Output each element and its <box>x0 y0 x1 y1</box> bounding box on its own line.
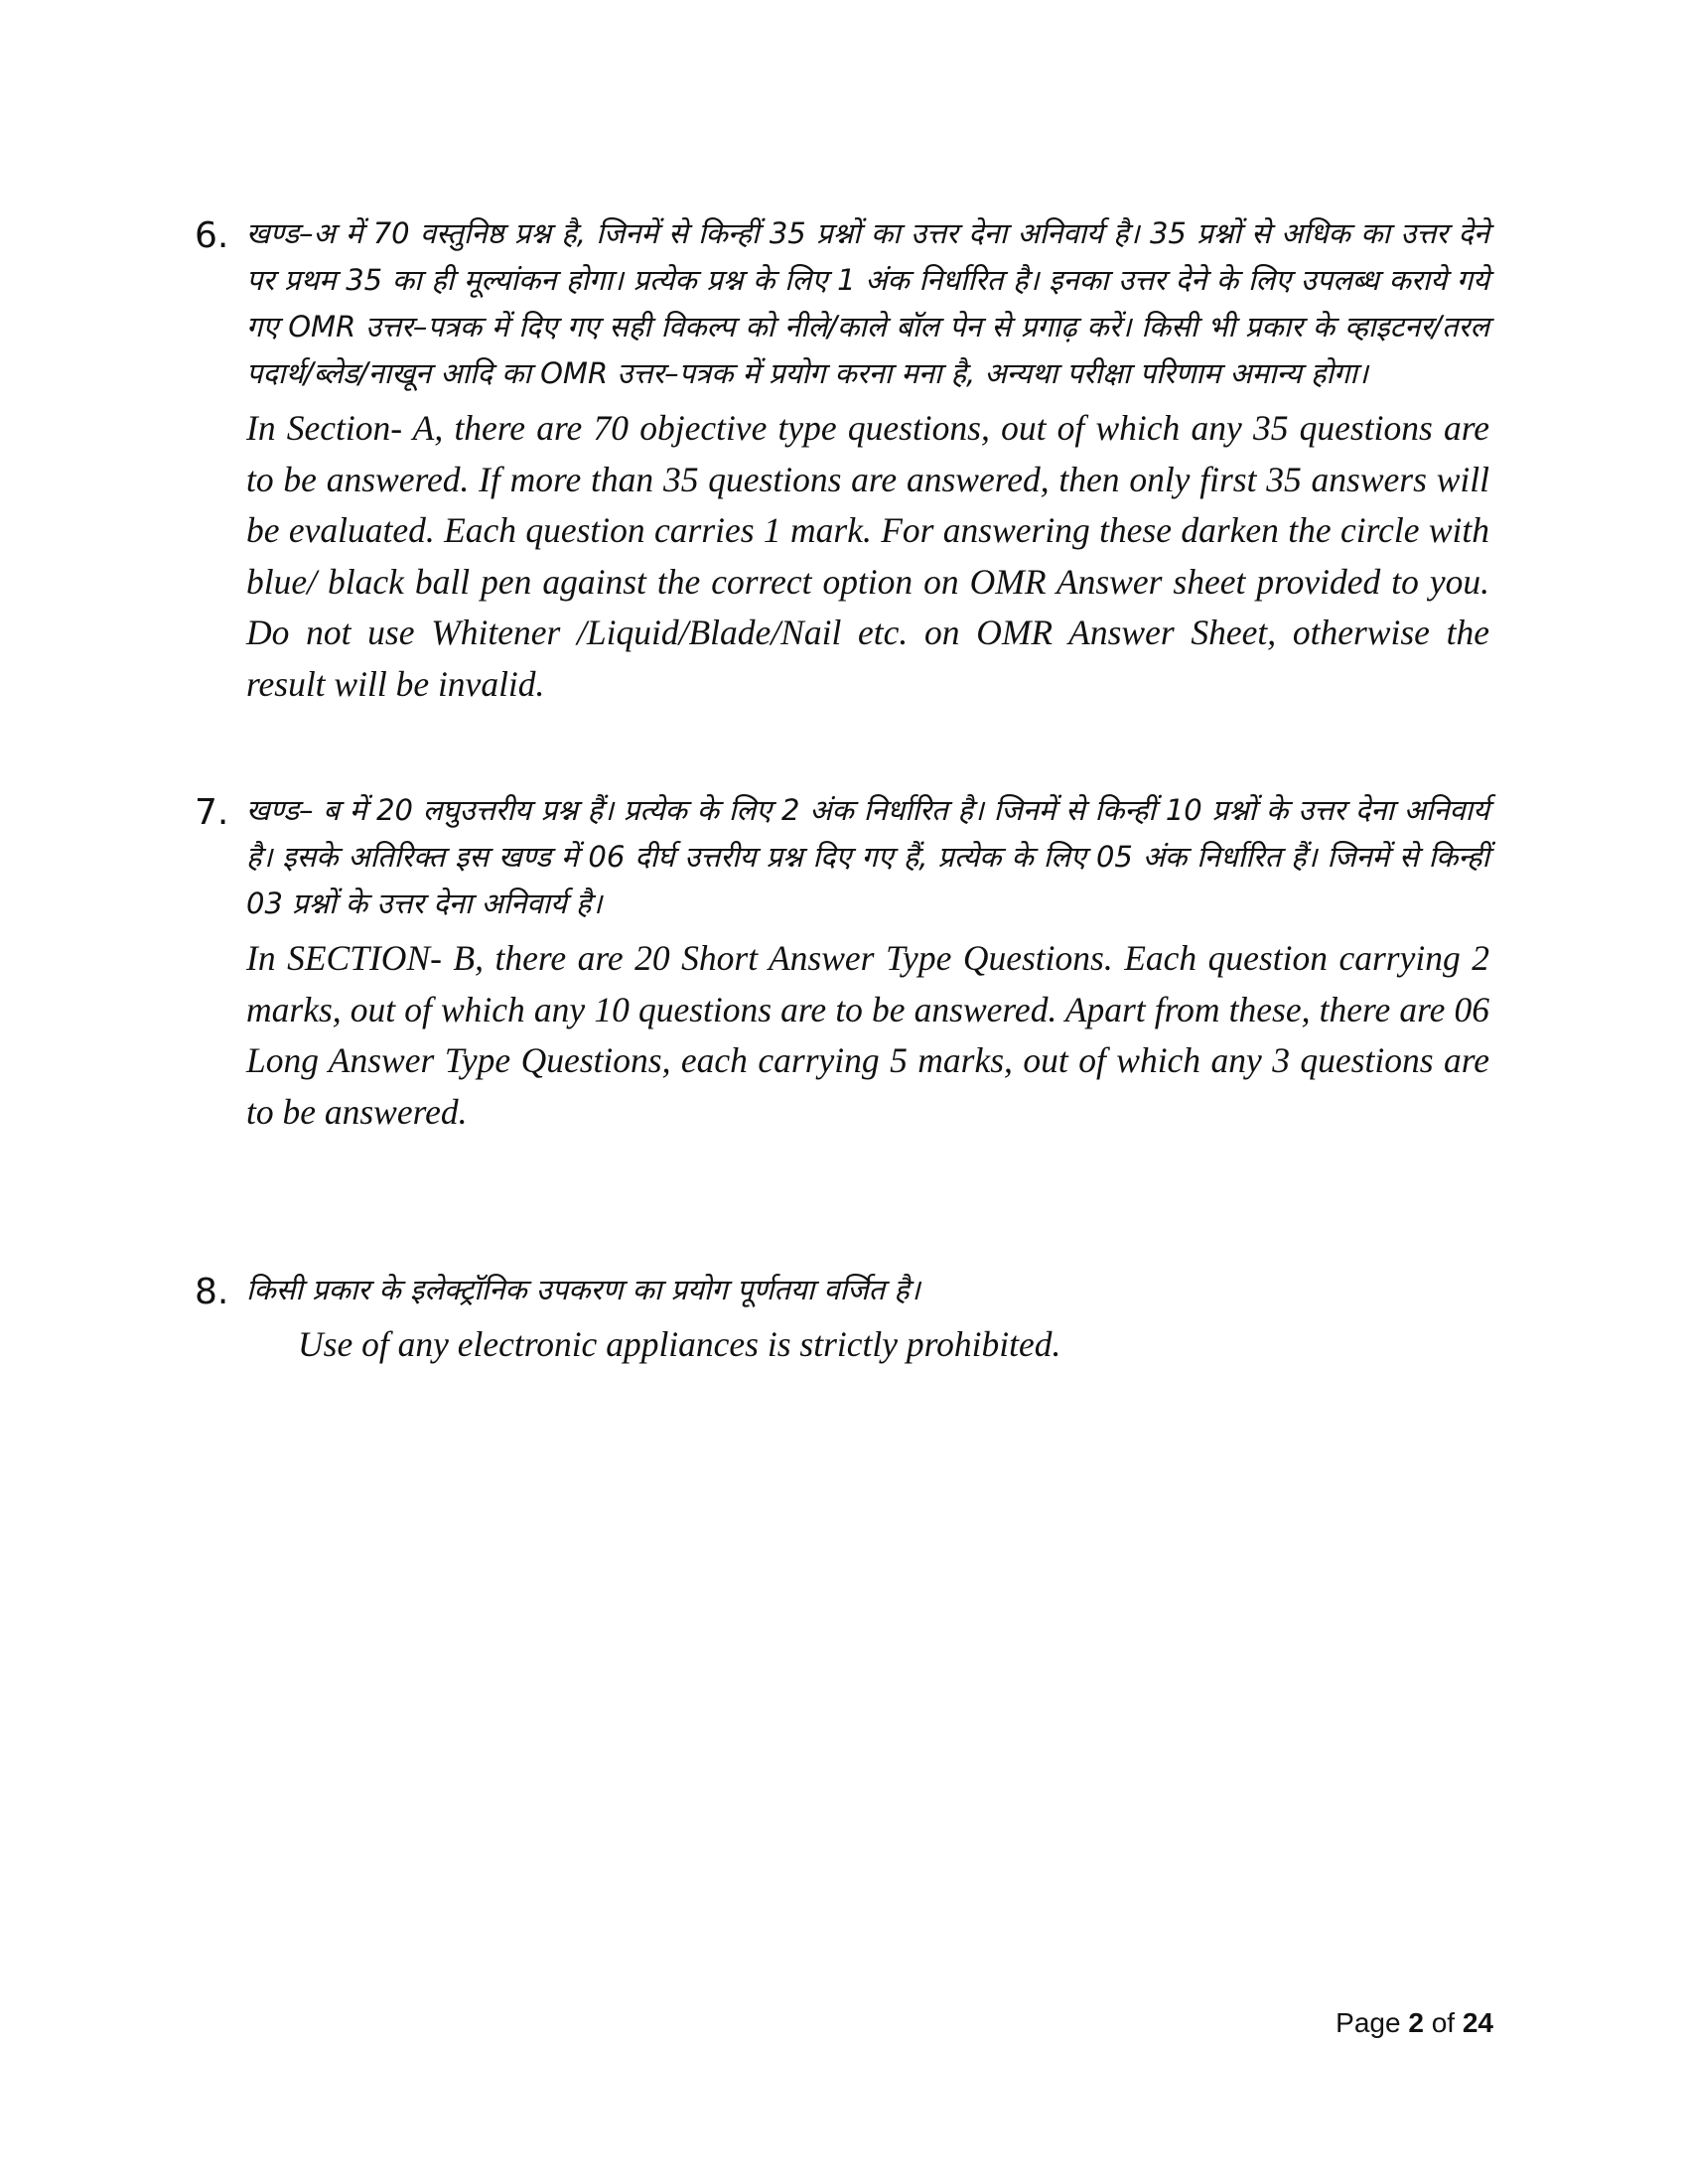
hindi-instruction: किसी प्रकार के इलेक्ट्रॉनिक उपकरण का प्रयोग पूर्णतया वर्जित है। <box>246 1273 920 1306</box>
instruction-item-6 <box>195 210 1495 710</box>
english-instruction: Use of any electronic appliances is strictly prohibited. <box>298 1324 1061 1364</box>
english-instruction: In SECTION- B, there are 20 Short Answer Type Questions. Each question carrying 2 marks, out of which any 10 questions are to be answered. Apart from these, there are 06 Long Answer Type Questions, each carrying 5 marks, out of which any 3 questions are to be answered. <box>246 938 1489 1132</box>
footer-separator: of <box>1431 2007 1456 2038</box>
english-instruction: In Section- A, there are 70 objective type questions, out of which any 35 questions are to be answered. If more than 35 questions are answered, then only first 35 answers will be evaluated. Each question carries 1 mark. For answering these darken the circle with blue/ black ball pen against the correct option on OMR Answer sheet provided to you. Do not use Whitener /Liquid/Blade/Nail etc. on OMR Answer Sheet, otherwise the result will be invalid. <box>246 408 1489 704</box>
footer-total-pages: 24 <box>1462 2007 1493 2038</box>
item-body <box>246 210 1489 710</box>
instruction-item-7 <box>195 787 1495 1138</box>
footer-prefix: Page <box>1336 2007 1401 2038</box>
item-number: 8. <box>195 1272 229 1312</box>
item-body <box>246 1267 1489 1371</box>
page-number-footer <box>1336 2007 1493 2039</box>
item-number: 7. <box>195 792 229 833</box>
footer-current-page: 2 <box>1408 2007 1424 2038</box>
hindi-instruction: खण्ड– ब में 20 लघुउत्तरीय प्रश्न हैं। प्रत्येक के लिए 2 अंक निर्धारित है। जिनमें से किन्हीं 10 प्रश्नों के उत्तर देना अनिवार्य है। इसके अतिरिक्त इस खण्ड में 06 दीर्घ उत्तरीय प्रश्न दिए गए हैं, प्रत्येक के लिए 05 अंक निर्धारित हैं। जिनमें से किन्हीं 03 प्रश्नों के उत्तर देना अनिवार्य है। <box>246 793 1489 920</box>
hindi-instruction: खण्ड–अ में 70 वस्तुनिष्ठ प्रश्न है, जिनमें से किन्हीं 35 प्रश्नों का उत्तर देना अनिवार्य है। 35 प्रश्नों से अधिक का उत्तर देने पर प्रथम 35 का ही मूल्यांकन होगा। प्रत्येक प्रश्न के लिए 1 अंक निर्धारित है। इनका उत्तर देने के लिए उपलब्ध कराये गये गए OMR उत्तर–पत्रक में दिए गए सही विकल्प को नीले/काले बॉल पेन से प्रगाढ़ करें। किसी भी प्रकार के व्हाइटनर/तरल पदार्थ/ब्लेड/नाखून आदि का OMR उत्तर–पत्रक में प्रयोग करना मना है, अन्यथा परीक्षा परिणाम अमान्य होगा। <box>246 216 1489 390</box>
item-body <box>246 787 1489 1138</box>
item-number: 6. <box>195 215 229 256</box>
instruction-item-8 <box>195 1267 1495 1371</box>
